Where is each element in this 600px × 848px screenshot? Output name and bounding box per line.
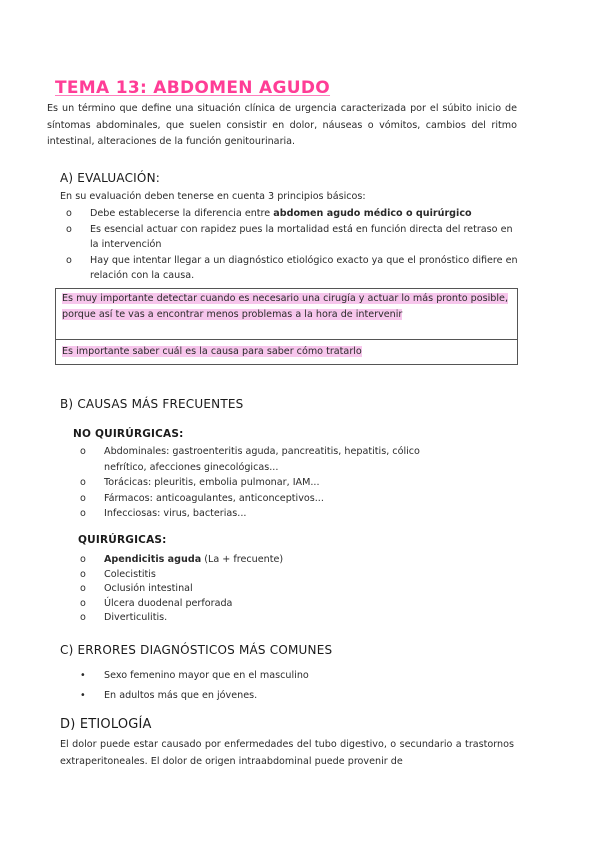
list-item (80, 568, 440, 583)
section-d-heading: D) ETIOLOGÍA (60, 716, 152, 733)
item-text: Abdominales: gastroenteritis aguda, pancreatitis, hepatitis, cólico nefrítico, afecciones ginecológicas... (104, 446, 420, 473)
bullet-marker: o (80, 554, 86, 565)
highlighted-text: Es importante saber cuál es la causa para saber cómo tratarlo (62, 346, 362, 357)
bullet-marker: o (80, 492, 86, 504)
highlighted-text: Es muy importante detectar cuando es necesario una cirugía y actuar lo más pronto posible, porque así te vas a encontrar menos problemas a la hora de intervenir (62, 293, 508, 320)
quirurgicas-list (80, 553, 440, 626)
item-text: Infecciosas: virus, bacterias... (104, 508, 247, 519)
item-text: Hay que intentar llegar a un diagnóstico etiológico exacto ya que el pronóstico difiere en relación con la causa. (90, 254, 518, 281)
item-text: Oclusión intestinal (104, 583, 193, 594)
quirurgicas-heading: QUIRÚRGICAS: (78, 534, 167, 546)
note-box-1 (55, 288, 518, 340)
note-text (56, 340, 517, 362)
list-item (80, 444, 440, 475)
intro-paragraph: Es un término que define una situación clínica de urgencia caracterizada por el súbito inicio de síntomas abdominales, que suelen consistir en dolor, náuseas o vómitos, cambios del ritmo intestinal, alteraciones de la función genitourinaria. (47, 103, 517, 147)
note-box-2 (55, 340, 518, 365)
item-bold-text: Apendicitis aguda (104, 554, 202, 565)
bullet-marker: o (80, 612, 86, 623)
list-item (80, 475, 440, 491)
list-item (80, 686, 480, 706)
item-text: Torácicas: pleuritis, embolia pulmonar, IAM... (104, 477, 320, 488)
bullet-marker: o (80, 597, 86, 609)
bullet-marker: o (80, 583, 86, 594)
bullet-marker: • (80, 690, 86, 701)
item-text: Colecistitis (104, 568, 156, 580)
item-text: Diverticulitis. (104, 612, 168, 623)
list-item (80, 666, 480, 686)
bullet-marker: o (80, 568, 86, 580)
bullet-marker: o (66, 208, 72, 219)
section-c-list (80, 666, 480, 706)
list-item (80, 582, 440, 597)
item-text: Fármacos: anticoagulantes, anticonceptivos... (104, 492, 324, 504)
note-text (56, 289, 517, 324)
no-quirurgicas-list (80, 444, 440, 522)
section-b-heading: B) CAUSAS MÁS FRECUENTES (60, 396, 244, 412)
section-c-heading: C) ERRORES DIAGNÓSTICOS MÁS COMUNES (60, 642, 333, 658)
bullet-marker: • (80, 670, 86, 681)
list-item (80, 553, 440, 568)
list-item (80, 491, 440, 507)
bullet-marker: o (80, 477, 86, 488)
item-text: Sexo femenino mayor que en el masculino (104, 670, 309, 681)
list-item (80, 506, 440, 522)
section-a-heading: A) EVALUACIÓN: (60, 170, 160, 186)
list-item (80, 611, 440, 626)
bullet-marker: o (66, 223, 72, 235)
list-item (66, 253, 518, 284)
item-text: (La + frecuente) (201, 554, 284, 565)
item-text: En adultos más que en jóvenes. (104, 690, 258, 701)
item-text: Úlcera duodenal perforada (104, 597, 233, 609)
list-item (66, 206, 518, 222)
page-title: TEMA 13: ABDOMEN AGUDO (55, 78, 331, 98)
no-quirurgicas-heading: NO QUIRÚRGICAS: (73, 428, 184, 440)
section-a-list (66, 206, 518, 284)
item-text: Debe establecerse la diferencia entre (90, 208, 274, 219)
section-a-lead: En su evaluación deben tenerse en cuenta 3 principios básicos: (60, 191, 366, 202)
bullet-marker: o (80, 446, 86, 457)
list-item (80, 597, 440, 612)
section-d-paragraph: El dolor puede estar causado por enfermedades del tubo digestivo, o secundario a trastornos extraperitoneales. El dolor de origen intraabdominal puede provenir de (60, 739, 514, 767)
item-bold-text: abdomen agudo médico o quirúrgico (273, 208, 472, 219)
bullet-marker: o (66, 254, 72, 266)
item-text: Es esencial actuar con rapidez pues la mortalidad está en función directa del retraso en la intervención (90, 223, 513, 250)
list-item (66, 222, 518, 253)
bullet-marker: o (80, 508, 86, 519)
